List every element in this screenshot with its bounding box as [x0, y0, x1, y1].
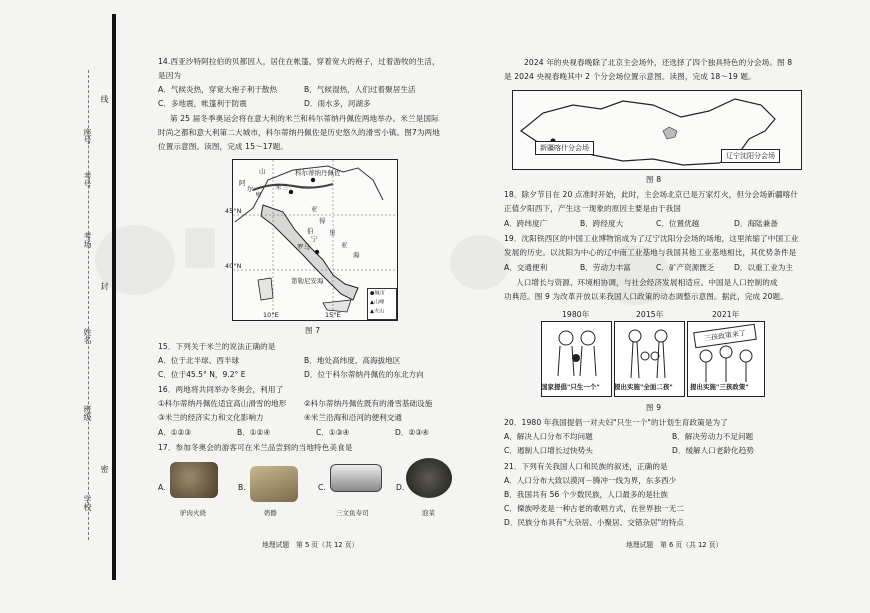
q14-stem: 14.西亚沙特阿拉伯的贝都因人，居住在帐篷，穿着宽大的袍子，过着游牧的生活，	[158, 57, 440, 66]
side-label-mi: 密	[100, 465, 109, 473]
q15-option-a: A．位于北半球、西半球	[158, 356, 240, 365]
q19-option-a: A．交通便利	[504, 263, 548, 272]
q20-option-d: D．缓解人口老龄化趋势	[672, 446, 754, 455]
fig9-caption-2015: 提出实施"全面二孩"	[614, 383, 673, 391]
map7-label-alps-2: 尔	[247, 185, 254, 193]
fig9-banner: 三孩政策来了	[693, 324, 757, 348]
q21-option-b: B．我国共有 56 个少数民族，人口最多的是壮族	[504, 490, 668, 499]
q17-option-b: B.	[238, 483, 246, 492]
side-label-room: 考场	[83, 232, 92, 248]
intro-20-line2: 功典范。图 9 为改革开放以来我国人口政策的动态调整示意图。据此，完成 20题。	[504, 292, 788, 301]
map8-label-shenyang: 辽宁沈阳分会场	[721, 149, 780, 163]
q15-option-b: B．地处高纬度、高海拔地区	[304, 356, 401, 365]
figure-8-caption: 图 8	[646, 175, 662, 184]
q16-item-1: ①科尔蒂纳丹佩佐适宜高山滑雪的地形	[158, 399, 287, 408]
q16-item-2: ②科尔蒂纳丹佩佐既有的滑雪基础设施	[304, 399, 433, 408]
q14-option-c: C．多地震，帐篷利于防震	[158, 99, 247, 108]
q16-option-c: C．①③④	[316, 428, 350, 437]
q18-option-c: C．位置优越	[656, 219, 700, 228]
intro-15-17-line3: 位置示意图。读图，完成 15～17题。	[158, 142, 288, 151]
intro-18-19-line1: 2024 年的央视春晚除了北京主会场外，还选择了四个独具特色的分会场。图 8	[524, 58, 793, 67]
q21-option-a: A．人口分布大致以漠河－腾冲一线为界，东多西少	[504, 476, 677, 485]
q15-stem: 15．下列关于米兰的说法正确的是	[158, 342, 276, 351]
binding-line	[112, 14, 116, 580]
q20-option-c: C．遏制人口增长过快势头	[504, 446, 593, 455]
q17-option-d: D.	[396, 483, 405, 492]
q17-stem: 17．参加冬奥会的游客可在米兰品尝到的当地特色美食是	[158, 443, 353, 452]
q15-option-c: C．位于45.5° N，9.2° E	[158, 370, 246, 379]
side-label-xian: 线	[100, 95, 109, 103]
q16-option-a: A．①②③	[158, 428, 192, 437]
q19-option-b: B．劳动力丰富	[580, 263, 631, 272]
q17-image-a	[170, 462, 218, 498]
fig9-year-1980: 1980年	[562, 310, 590, 319]
legend-volcano: 火山	[374, 307, 385, 315]
q14-stem-2: 是因为	[158, 71, 182, 80]
map7-label-adriatic-1: 亚	[311, 205, 318, 213]
map8-label-kashgar: 新疆喀什分会场	[535, 141, 594, 155]
q21-stem: 21．下列有关我国人口和民族的叙述，正确的是	[504, 462, 668, 471]
map7-legend	[367, 288, 397, 320]
side-label-feng: 封	[100, 282, 109, 290]
q17-label-a: 驴肉火烧	[180, 509, 206, 517]
q19-stem-1: 19．沈阳铁西区的中国工业博物馆成为了辽宁沈阳分会场的场地，这里浓缩了中国工业	[504, 234, 799, 243]
q19-option-c: C．矿产资源匮乏	[656, 263, 715, 272]
q17-label-b: 奶酪	[264, 509, 277, 517]
map7-label-adriatic-4: 亚	[341, 241, 348, 249]
side-label-seat: 座号	[83, 128, 92, 144]
map7-label-adriatic-3: 里	[329, 229, 336, 237]
fig9-year-2021: 2021年	[712, 310, 740, 319]
fig9-caption-2021: 提出实施"三孩政策"	[690, 383, 749, 391]
map7-label-cortina: 科尔蒂纳丹佩佐	[295, 169, 341, 177]
q17-image-d	[406, 458, 452, 498]
q18-stem-1: 18．除夕节目在 20 点准时开始，此时，主会场北京已是万家灯火，但分会场新疆喀什	[504, 190, 799, 199]
figure-7-map	[225, 159, 398, 321]
map7-label-milan: 米兰	[275, 183, 288, 191]
q21-option-d: D．民族分布具有"大杂居、小聚居、交错杂居"的特点	[504, 518, 684, 527]
q19-option-d: D．以重工业为主	[734, 263, 794, 272]
map7-lon-10: 10°E	[263, 311, 279, 319]
map7-label-adriatic-2: 得	[319, 217, 326, 225]
q16-item-4: ④米兰沿海和沿河的便利交通	[304, 413, 402, 422]
q20-option-a: A．解决人口分布不均问题	[504, 432, 593, 441]
figure-9-caption: 图 9	[646, 403, 662, 412]
q17-image-c	[330, 464, 382, 492]
q14-option-b: B．气候湿热，人们过着聚居生活	[304, 85, 416, 94]
map7-label-tyrrhenian: 第勒尼安海	[291, 277, 324, 285]
q18-option-d: D．海陆兼备	[734, 219, 778, 228]
intro-18-19-line2: 是 2024 央视春晚其中 2 个分会场位置示意图。读图，完成 18～19 题。	[504, 72, 756, 81]
side-label-name: 姓名	[83, 328, 92, 344]
fig9-caption-1980: 国家提倡"只生一个"	[541, 383, 600, 391]
q20-stem: 20．1980 年我国提倡一对夫妇"只生一个"的计划生育政策是为了	[504, 418, 728, 427]
q21-option-c: C．傈族呼麦是一种古老的歌唱方式，在世界独一无二	[504, 504, 684, 513]
q17-image-b	[250, 466, 298, 502]
q16-stem: 16．两地将共同举办冬奥会，利用了	[158, 385, 284, 394]
legend-peak-icon: ▲	[370, 298, 375, 306]
side-label-class: 班级	[83, 405, 92, 421]
map7-label-rome: 罗马	[297, 243, 310, 251]
q16-option-d: D．②③④	[395, 428, 429, 437]
fig9-year-2015: 2015年	[636, 310, 664, 319]
map7-lat-40: 40°N	[225, 262, 242, 270]
q19-stem-2: 发展的历史。以沈阳为中心的辽中南工业基地与我国其他工业基地相比，其优势条件是	[504, 248, 797, 257]
legend-peak: 山峰	[374, 298, 385, 306]
intro-20-line1: 人口增长与资源、环境相协调，与社会经济发展相适应。中国是人口控制的成	[516, 278, 778, 287]
q18-stem-2: 正值夕阳西下，产生这一现象的原因主要是由于我国	[504, 204, 681, 213]
q14-option-d: D．雨水多，河湖多	[304, 99, 371, 108]
intro-15-17-line1: 第 25 届冬季奥运会将在意大利的米兰和科尔蒂纳丹佩佐两地举办。米兰是国际	[170, 114, 439, 123]
footer-page-6: 地理试题 第 6 页（共 12 页）	[626, 541, 723, 549]
footer-page-5: 地理试题 第 5 页（共 12 页）	[262, 541, 359, 549]
q18-option-a: A．跨纬度广	[504, 219, 548, 228]
q17-option-a: A.	[158, 483, 166, 492]
legend-city: 城市	[374, 289, 385, 297]
figure-7-caption: 图 7	[305, 326, 321, 335]
q16-option-b: B．①②④	[237, 428, 271, 437]
legend-city-icon: ●	[370, 289, 375, 297]
map7-label-mountain: 山	[259, 167, 266, 175]
map7-label-alps-3: 卑	[255, 191, 262, 199]
map7-label-alps-1: 阿	[239, 179, 246, 187]
map7-lat-45: 45°N	[225, 207, 242, 215]
q17-option-c: C.	[318, 483, 326, 492]
map7-label-adriatic-5: 海	[353, 251, 360, 259]
intro-15-17-line2: 时尚之都和意大利第二大城市，科尔蒂纳丹佩佐是历史悠久的滑雪小镇。图7为两地	[158, 128, 440, 137]
q17-label-c: 三文鱼寿司	[336, 509, 369, 517]
q14-option-a: A．气候炎热，穿宽大袍子利于散热	[158, 85, 278, 94]
q18-option-b: B．跨经度大	[580, 219, 624, 228]
q15-option-d: D．位于科尔蒂纳丹佩佐的东北方向	[304, 370, 424, 379]
q20-option-b: B．解决劳动力不足问题	[672, 432, 754, 441]
figure-8-map	[512, 90, 802, 170]
map7-label-apennine: 伯	[307, 227, 314, 235]
legend-volcano-icon: ▲	[370, 307, 375, 315]
map7-lon-15: 15°E	[325, 311, 341, 319]
q16-item-3: ③米兰的经济实力和文化影响力	[158, 413, 264, 422]
side-label-school: 学校	[83, 495, 92, 511]
map7-label-apennine-2: 宁	[311, 235, 318, 243]
side-label-exam-no: 考号	[83, 172, 92, 188]
q17-label-d: 泡菜	[422, 509, 435, 517]
